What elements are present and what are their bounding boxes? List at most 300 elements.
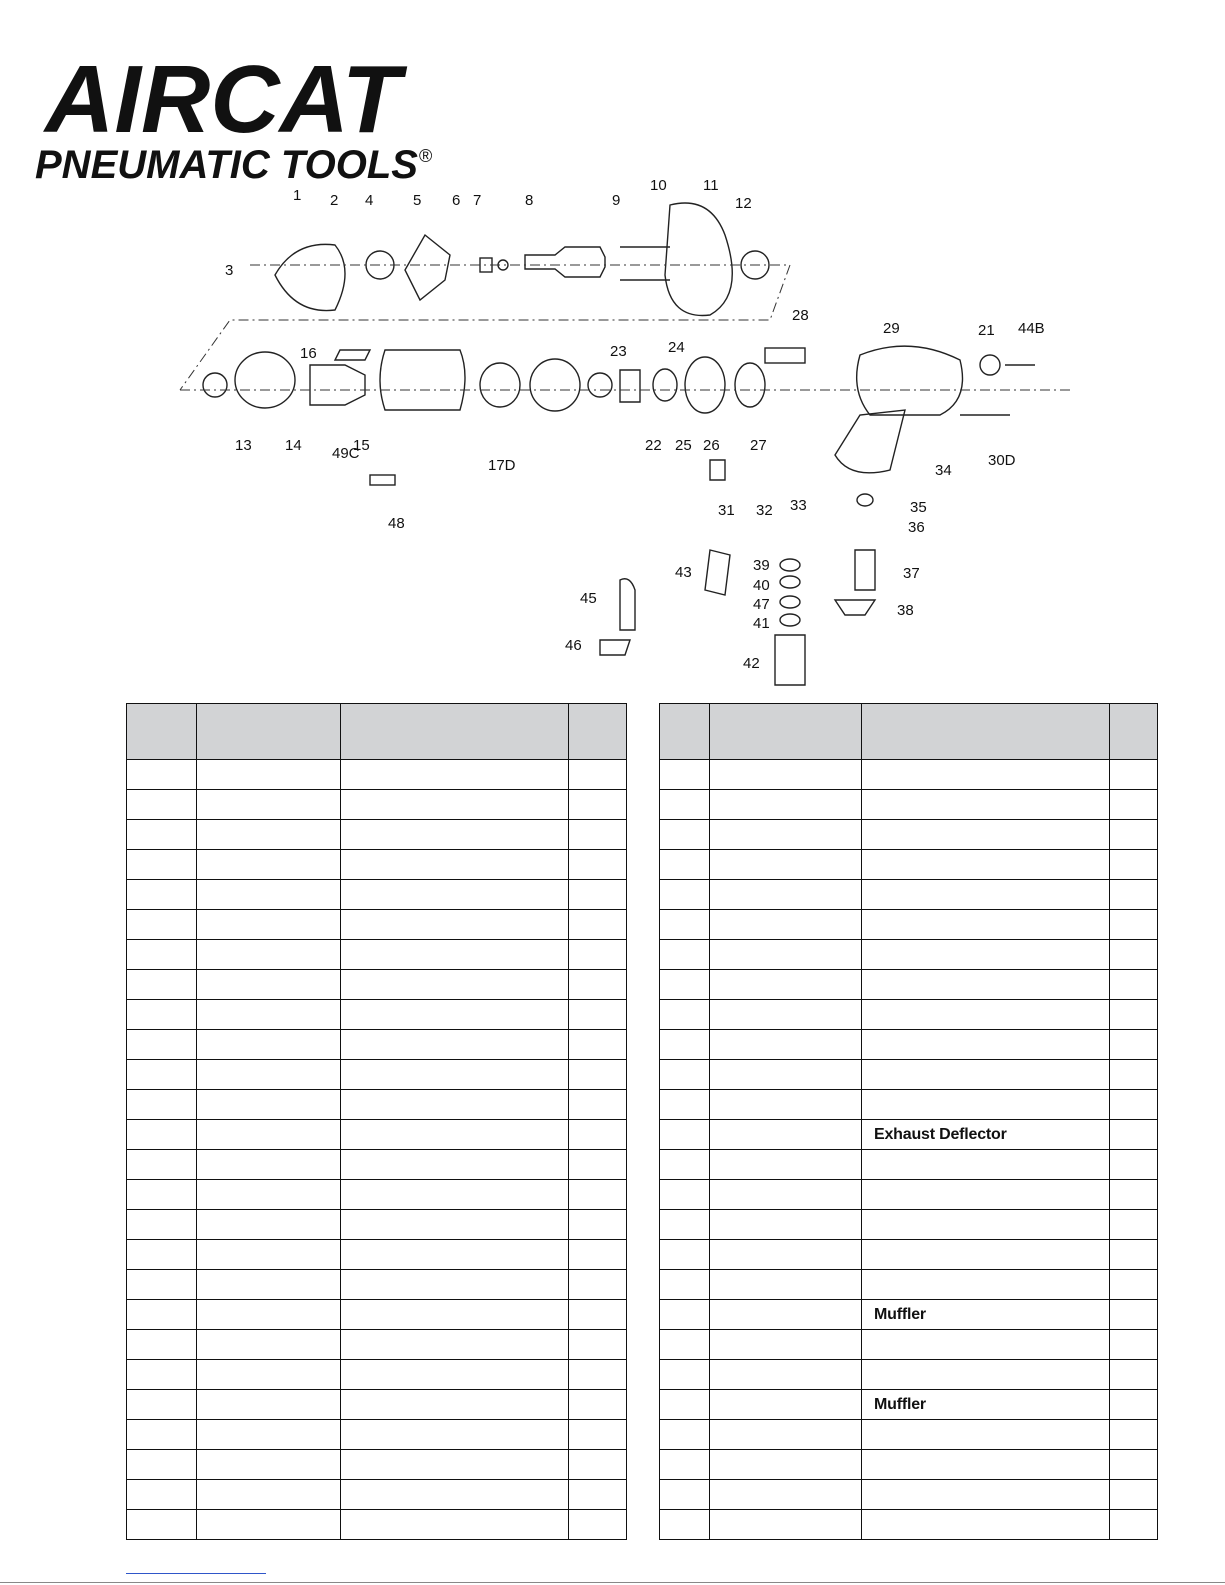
table-row	[660, 1000, 1158, 1030]
table-cell	[862, 760, 1110, 790]
table-cell	[1110, 1120, 1158, 1150]
table-cell	[197, 790, 341, 820]
table-cell	[127, 1330, 197, 1360]
svg-text:30D: 30D	[988, 452, 1016, 469]
table-cell	[660, 1120, 710, 1150]
table-cell	[862, 850, 1110, 880]
part-muffler-plate	[705, 550, 730, 595]
table-cell	[862, 1330, 1110, 1360]
svg-text:36: 36	[908, 519, 925, 536]
table-row	[660, 1300, 1158, 1330]
header-cell	[569, 704, 627, 760]
table-row	[660, 970, 1158, 1000]
table-row	[127, 820, 627, 850]
table-cell	[127, 1300, 197, 1330]
svg-text:3: 3	[225, 262, 234, 279]
table-cell	[569, 1000, 627, 1030]
svg-text:49C: 49C	[332, 445, 360, 462]
table-cell	[862, 1210, 1110, 1240]
table-cell	[127, 940, 197, 970]
table-cell	[127, 790, 197, 820]
table-cell	[197, 1450, 341, 1480]
parts-diagram-svg	[170, 170, 1070, 700]
table-row	[127, 1390, 627, 1420]
table-row	[127, 1450, 627, 1480]
table-cell	[197, 760, 341, 790]
table-cell	[1110, 910, 1158, 940]
svg-text:11: 11	[703, 177, 719, 194]
table-cell	[127, 1060, 197, 1090]
table-cell	[341, 1150, 569, 1180]
table-cell	[569, 1150, 627, 1180]
header-cell	[127, 704, 197, 760]
table-cell	[1110, 1060, 1158, 1090]
table-row	[127, 1000, 627, 1030]
table-cell	[569, 1300, 627, 1330]
part-blade	[335, 350, 370, 360]
table-cell	[341, 940, 569, 970]
table-cell	[710, 1510, 862, 1540]
table-cell	[197, 1030, 341, 1060]
table-row	[660, 1360, 1158, 1390]
table-cell	[660, 1030, 710, 1060]
svg-text:41: 41	[753, 615, 770, 632]
table-cell	[1110, 1180, 1158, 1210]
table-cell	[341, 1360, 569, 1390]
part-rotor	[310, 365, 365, 405]
table-cell	[660, 1210, 710, 1240]
part-rear-plate	[530, 359, 580, 411]
table-row	[127, 1270, 627, 1300]
table-row	[127, 1030, 627, 1060]
table-cell	[710, 940, 862, 970]
part-anvil	[525, 247, 605, 277]
table-row	[127, 970, 627, 1000]
table-cell	[569, 820, 627, 850]
table-cell	[660, 1240, 710, 1270]
table-cell	[197, 1240, 341, 1270]
table-cell	[127, 1210, 197, 1240]
table-cell	[862, 910, 1110, 940]
part-handle	[835, 410, 905, 473]
table-cell	[710, 1060, 862, 1090]
table-cell	[710, 1000, 862, 1030]
table-cell	[1110, 760, 1158, 790]
table-cell	[341, 1450, 569, 1480]
part-valve	[620, 370, 640, 402]
table-cell	[197, 1330, 341, 1360]
table-cell	[1110, 1510, 1158, 1540]
table-cell	[862, 1060, 1110, 1090]
svg-text:27: 27	[750, 437, 767, 454]
part-oring-25	[653, 369, 677, 401]
table-row	[660, 1090, 1158, 1120]
table-cell	[569, 1210, 627, 1240]
table-cell	[197, 1300, 341, 1330]
table-cell	[710, 1300, 862, 1330]
table-cell	[660, 1180, 710, 1210]
table-cell	[127, 910, 197, 940]
table-row	[127, 1360, 627, 1390]
table-cell	[569, 1270, 627, 1300]
table-cell	[127, 970, 197, 1000]
table-cell	[862, 1270, 1110, 1300]
table-cell	[1110, 1210, 1158, 1240]
table-cell	[197, 1000, 341, 1030]
table-cell: Muffler	[862, 1390, 1110, 1420]
part-hammer-cage	[665, 203, 732, 316]
table-cell	[127, 1030, 197, 1060]
table-cell	[862, 1000, 1110, 1030]
table-cell	[710, 820, 862, 850]
table-cell	[862, 940, 1110, 970]
table-cell	[862, 880, 1110, 910]
table-cell	[341, 880, 569, 910]
table-cell	[197, 910, 341, 940]
table-cell	[127, 1240, 197, 1270]
svg-text:32: 32	[756, 502, 773, 519]
table-cell	[710, 1210, 862, 1240]
table-row	[127, 1150, 627, 1180]
table-cell	[660, 1000, 710, 1030]
part-plate-28	[765, 348, 805, 363]
svg-text:28: 28	[792, 307, 809, 324]
table-cell	[569, 1240, 627, 1270]
table-cell	[1110, 880, 1158, 910]
svg-text:14: 14	[285, 437, 302, 454]
table-row	[660, 850, 1158, 880]
table-cell	[341, 1420, 569, 1450]
table-cell	[862, 1360, 1110, 1390]
svg-text:37: 37	[903, 565, 920, 582]
header-cell	[862, 704, 1110, 760]
svg-text:6: 6	[452, 192, 461, 209]
table-cell	[710, 1450, 862, 1480]
table-cell	[341, 1090, 569, 1120]
part-regulator	[620, 579, 635, 630]
table-cell	[660, 970, 710, 1000]
svg-text:31: 31	[718, 502, 735, 519]
table-cell	[569, 1180, 627, 1210]
table-cell	[1110, 820, 1158, 850]
table-cell	[197, 1180, 341, 1210]
table-row	[660, 1330, 1158, 1360]
table-cell	[127, 820, 197, 850]
parts-table-left-body	[127, 760, 627, 1540]
svg-text:15: 15	[353, 437, 370, 454]
part-trigger	[710, 460, 725, 480]
table-cell	[569, 1360, 627, 1390]
part-exhaust	[835, 600, 875, 615]
table-cell	[660, 1060, 710, 1090]
table-cell	[341, 1180, 569, 1210]
table-cell	[127, 1510, 197, 1540]
table-cell	[862, 1240, 1110, 1270]
table-cell	[569, 850, 627, 880]
table-cell	[197, 1090, 341, 1120]
svg-text:5: 5	[413, 192, 422, 209]
svg-text:13: 13	[235, 437, 252, 454]
table-cell	[197, 1420, 341, 1450]
svg-text:21: 21	[978, 322, 995, 339]
table-cell	[197, 850, 341, 880]
header-cell	[341, 704, 569, 760]
table-cell	[862, 1420, 1110, 1450]
table-cell	[710, 1330, 862, 1360]
svg-text:12: 12	[735, 195, 752, 212]
header-cell	[1110, 704, 1158, 760]
svg-text:48: 48	[388, 515, 405, 532]
table-cell	[569, 1450, 627, 1480]
table-cell	[710, 1180, 862, 1210]
table-row	[660, 910, 1158, 940]
table-cell	[862, 820, 1110, 850]
table-cell	[660, 940, 710, 970]
part-inlet	[775, 635, 805, 685]
part-cylinder-ring	[480, 363, 520, 407]
table-cell	[569, 1090, 627, 1120]
table-row	[660, 1270, 1158, 1300]
table-cell	[862, 1090, 1110, 1120]
table-cell	[1110, 1240, 1158, 1270]
table-row	[127, 1330, 627, 1360]
table-cell	[660, 760, 710, 790]
svg-text:47: 47	[753, 596, 770, 613]
svg-text:42: 42	[743, 655, 760, 672]
part-spring	[855, 550, 875, 590]
svg-text:46: 46	[565, 637, 582, 654]
table-cell	[710, 1240, 862, 1270]
svg-text:24: 24	[668, 339, 685, 356]
table-cell	[660, 1360, 710, 1390]
table-row	[127, 1180, 627, 1210]
table-cell	[660, 1090, 710, 1120]
table-cell	[127, 1120, 197, 1150]
registered-mark: ®	[419, 146, 433, 166]
svg-text:22: 22	[645, 437, 662, 454]
table-cell	[341, 760, 569, 790]
table-row	[127, 790, 627, 820]
table-cell	[569, 880, 627, 910]
table-cell	[127, 1420, 197, 1450]
table-cell	[710, 1120, 862, 1150]
part-oring-39	[780, 559, 800, 571]
table-row	[660, 1150, 1158, 1180]
part-gasket	[405, 235, 450, 300]
table-cell	[710, 790, 862, 820]
table-row	[127, 760, 627, 790]
svg-text:34: 34	[935, 462, 952, 479]
table-cell	[197, 1480, 341, 1510]
table-row	[127, 1480, 627, 1510]
table-cell	[660, 1480, 710, 1510]
table-row	[660, 1450, 1158, 1480]
part-back-cap	[980, 355, 1000, 375]
table-cell	[660, 880, 710, 910]
table-row	[127, 850, 627, 880]
table-cell	[660, 820, 710, 850]
table-cell	[710, 1480, 862, 1510]
table-cell	[127, 1450, 197, 1480]
svg-text:16: 16	[300, 345, 317, 362]
part-oring-40	[780, 576, 800, 588]
table-row	[127, 1240, 627, 1270]
table-cell	[660, 1420, 710, 1450]
table-row	[127, 1210, 627, 1240]
table-cell	[341, 850, 569, 880]
table-row	[660, 760, 1158, 790]
table-cell	[660, 790, 710, 820]
table-row	[660, 1180, 1158, 1210]
table-cell	[341, 1510, 569, 1540]
header-cell	[710, 704, 862, 760]
part-knob	[600, 640, 630, 655]
svg-text:39: 39	[753, 557, 770, 574]
table-cell	[341, 1390, 569, 1420]
table-cell	[569, 1510, 627, 1540]
table-cell	[862, 1450, 1110, 1480]
table-cell	[660, 1450, 710, 1480]
table-cell	[341, 790, 569, 820]
table-cell	[660, 1510, 710, 1540]
table-cell	[197, 820, 341, 850]
table-cell	[197, 970, 341, 1000]
table-cell	[710, 1270, 862, 1300]
table-cell	[197, 1210, 341, 1240]
table-row	[127, 1420, 627, 1450]
table-cell	[710, 760, 862, 790]
table-cell	[710, 850, 862, 880]
svg-text:35: 35	[910, 499, 927, 516]
table-cell	[660, 1390, 710, 1420]
table-cell	[341, 910, 569, 940]
table-row	[127, 1120, 627, 1150]
table-cell	[660, 1150, 710, 1180]
header-cell	[660, 704, 710, 760]
table-cell	[341, 1480, 569, 1510]
parts-table-left	[126, 703, 627, 1540]
table-cell	[341, 1330, 569, 1360]
table-row	[660, 1210, 1158, 1240]
svg-text:44B: 44B	[1018, 320, 1045, 337]
part-gasket-27	[735, 363, 765, 407]
part-oring-41	[780, 614, 800, 626]
part-rear-bearing	[588, 373, 612, 397]
table-cell	[1110, 1150, 1158, 1180]
parts-table-right-body	[660, 760, 1158, 1540]
part-cylinder	[380, 350, 465, 410]
table-row	[660, 1120, 1158, 1150]
table-cell	[862, 1150, 1110, 1180]
svg-text:45: 45	[580, 590, 597, 607]
svg-text:4: 4	[365, 192, 374, 209]
table-cell	[569, 760, 627, 790]
svg-text:8: 8	[525, 192, 534, 209]
table-cell	[197, 1060, 341, 1090]
parts-table-right	[659, 703, 1158, 1540]
footer-link[interactable]	[126, 1573, 266, 1574]
table-cell	[569, 1060, 627, 1090]
table-cell	[710, 1030, 862, 1060]
table-cell	[569, 1420, 627, 1450]
svg-text:7: 7	[473, 192, 482, 209]
table-cell	[862, 1030, 1110, 1060]
table-cell	[341, 1000, 569, 1030]
table-row	[660, 1420, 1158, 1450]
svg-text:2: 2	[330, 192, 339, 209]
table-cell	[660, 1270, 710, 1300]
svg-text:26: 26	[703, 437, 720, 454]
table-cell	[569, 1330, 627, 1360]
table-row	[127, 910, 627, 940]
table-cell	[1110, 1480, 1158, 1510]
table-cell	[127, 1090, 197, 1120]
table-cell	[127, 1360, 197, 1390]
table-cell	[710, 1390, 862, 1420]
table-cell	[862, 1510, 1110, 1540]
table-row	[127, 880, 627, 910]
svg-text:43: 43	[675, 564, 692, 581]
table-row	[660, 880, 1158, 910]
table-cell	[127, 1000, 197, 1030]
table-row	[660, 1240, 1158, 1270]
part-label-48	[370, 475, 395, 485]
table-row	[660, 1390, 1158, 1420]
table-cell	[127, 1480, 197, 1510]
table-cell	[569, 1480, 627, 1510]
table-row	[660, 940, 1158, 970]
svg-text:38: 38	[897, 602, 914, 619]
table-cell	[1110, 1360, 1158, 1390]
table-cell	[341, 1060, 569, 1090]
table-cell	[127, 1270, 197, 1300]
table-cell	[127, 850, 197, 880]
table-row	[127, 1060, 627, 1090]
table-row	[660, 1030, 1158, 1060]
table-cell	[197, 1510, 341, 1540]
table-row	[127, 940, 627, 970]
exploded-parts-diagram	[170, 170, 1070, 700]
table-cell	[341, 1120, 569, 1150]
table-cell	[569, 1120, 627, 1150]
table-cell	[197, 1120, 341, 1150]
logo-tagline: PNEUMATIC TOOLS	[35, 143, 418, 187]
table-cell	[341, 970, 569, 1000]
table-row	[660, 820, 1158, 850]
part-housing	[857, 346, 963, 415]
aircat-logo	[35, 50, 445, 190]
table-cell	[1110, 790, 1158, 820]
table-cell	[127, 1180, 197, 1210]
table-cell	[197, 1150, 341, 1180]
table-cell	[1110, 1090, 1158, 1120]
table-cell	[569, 940, 627, 970]
table-cell	[1110, 1030, 1158, 1060]
table-cell	[341, 820, 569, 850]
table-cell	[862, 790, 1110, 820]
table-header-row	[127, 704, 627, 760]
table-cell	[710, 1360, 862, 1390]
table-header-row	[660, 704, 1158, 760]
table-cell	[1110, 850, 1158, 880]
table-cell	[1110, 940, 1158, 970]
table-cell	[197, 1390, 341, 1420]
table-cell	[197, 1360, 341, 1390]
table-row	[127, 1300, 627, 1330]
header-cell	[197, 704, 341, 760]
part-gasket-26	[685, 357, 725, 413]
table-cell	[341, 1030, 569, 1060]
